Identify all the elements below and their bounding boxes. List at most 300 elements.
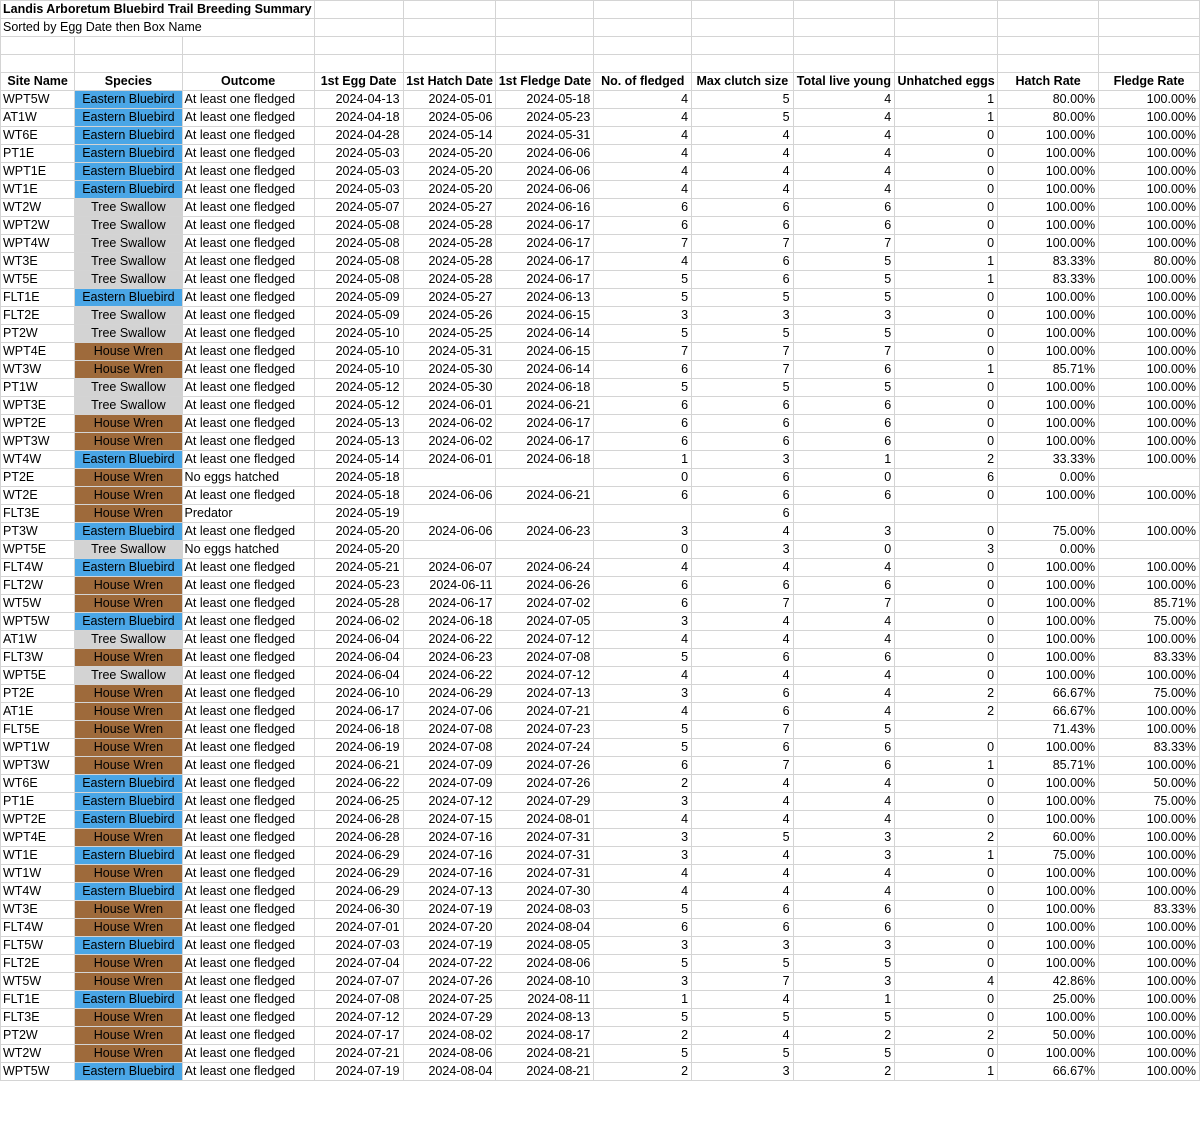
unhatched-eggs-cell[interactable]: 4 [895, 972, 998, 990]
hatch-rate-cell[interactable]: 100.00% [998, 234, 1099, 252]
site-name-cell[interactable]: PT2W [1, 324, 75, 342]
hatch-rate-cell[interactable]: 100.00% [998, 180, 1099, 198]
outcome-cell[interactable]: At least one fledged [182, 1044, 314, 1062]
fledge-rate-cell[interactable]: 100.00% [1099, 450, 1200, 468]
outcome-cell[interactable]: At least one fledged [182, 252, 314, 270]
site-name-cell[interactable]: FLT2E [1, 954, 75, 972]
fledged-count-cell[interactable]: 4 [594, 882, 692, 900]
first-hatch-date-cell[interactable]: 2024-07-19 [403, 936, 496, 954]
hatch-rate-cell[interactable]: 66.67% [998, 684, 1099, 702]
hatch-rate-cell[interactable]: 100.00% [998, 126, 1099, 144]
site-name-cell[interactable]: PT1E [1, 144, 75, 162]
fledged-count-cell[interactable]: 5 [594, 738, 692, 756]
first-egg-date-cell[interactable]: 2024-06-29 [314, 864, 403, 882]
unhatched-eggs-cell[interactable]: 0 [895, 936, 998, 954]
fledged-count-cell[interactable]: 6 [594, 216, 692, 234]
site-name-cell[interactable]: FLT1E [1, 990, 75, 1008]
unhatched-eggs-cell[interactable]: 0 [895, 414, 998, 432]
fledged-count-cell[interactable]: 6 [594, 198, 692, 216]
species-cell[interactable]: Eastern Bluebird [75, 126, 182, 144]
unhatched-eggs-cell[interactable]: 0 [895, 126, 998, 144]
max-clutch-cell[interactable]: 7 [692, 360, 793, 378]
site-name-cell[interactable]: FLT4W [1, 918, 75, 936]
site-name-cell[interactable]: WPT3W [1, 756, 75, 774]
fledge-rate-cell[interactable]: 100.00% [1099, 918, 1200, 936]
header-total-live-young[interactable]: Total live young [793, 72, 895, 90]
fledge-rate-cell[interactable]: 100.00% [1099, 630, 1200, 648]
first-fledge-date-cell[interactable]: 2024-06-17 [496, 252, 594, 270]
outcome-cell[interactable]: At least one fledged [182, 630, 314, 648]
fledge-rate-cell[interactable]: 100.00% [1099, 756, 1200, 774]
outcome-cell[interactable]: At least one fledged [182, 774, 314, 792]
outcome-cell[interactable]: At least one fledged [182, 306, 314, 324]
live-young-cell[interactable]: 3 [793, 306, 895, 324]
unhatched-eggs-cell[interactable]: 0 [895, 954, 998, 972]
site-name-cell[interactable]: WT1W [1, 864, 75, 882]
first-hatch-date-cell[interactable]: 2024-05-20 [403, 162, 496, 180]
hatch-rate-cell[interactable]: 83.33% [998, 252, 1099, 270]
fledged-count-cell[interactable]: 6 [594, 756, 692, 774]
first-hatch-date-cell[interactable]: 2024-08-02 [403, 1026, 496, 1044]
site-name-cell[interactable]: WPT4W [1, 234, 75, 252]
species-cell[interactable]: Tree Swallow [75, 252, 182, 270]
species-cell[interactable]: Eastern Bluebird [75, 90, 182, 108]
outcome-cell[interactable]: At least one fledged [182, 810, 314, 828]
hatch-rate-cell[interactable]: 100.00% [998, 1044, 1099, 1062]
max-clutch-cell[interactable]: 3 [692, 450, 793, 468]
header-number-fledged[interactable]: No. of fledged [594, 72, 692, 90]
first-hatch-date-cell[interactable]: 2024-06-29 [403, 684, 496, 702]
outcome-cell[interactable]: At least one fledged [182, 324, 314, 342]
max-clutch-cell[interactable]: 4 [692, 558, 793, 576]
fledged-count-cell[interactable]: 4 [594, 666, 692, 684]
first-egg-date-cell[interactable]: 2024-05-28 [314, 594, 403, 612]
first-egg-date-cell[interactable]: 2024-06-10 [314, 684, 403, 702]
species-cell[interactable]: Tree Swallow [75, 378, 182, 396]
max-clutch-cell[interactable]: 6 [692, 648, 793, 666]
live-young-cell[interactable]: 6 [793, 648, 895, 666]
outcome-cell[interactable]: At least one fledged [182, 558, 314, 576]
outcome-cell[interactable]: At least one fledged [182, 1026, 314, 1044]
outcome-cell[interactable]: At least one fledged [182, 864, 314, 882]
site-name-cell[interactable]: WPT2E [1, 414, 75, 432]
max-clutch-cell[interactable]: 5 [692, 108, 793, 126]
unhatched-eggs-cell[interactable]: 2 [895, 684, 998, 702]
first-egg-date-cell[interactable]: 2024-06-30 [314, 900, 403, 918]
first-fledge-date-cell[interactable] [496, 504, 594, 522]
first-fledge-date-cell[interactable]: 2024-07-26 [496, 756, 594, 774]
site-name-cell[interactable]: WPT3W [1, 432, 75, 450]
first-hatch-date-cell[interactable]: 2024-05-14 [403, 126, 496, 144]
species-cell[interactable]: House Wren [75, 414, 182, 432]
max-clutch-cell[interactable]: 4 [692, 612, 793, 630]
first-hatch-date-cell[interactable]: 2024-06-22 [403, 666, 496, 684]
live-young-cell[interactable]: 6 [793, 900, 895, 918]
first-fledge-date-cell[interactable]: 2024-07-02 [496, 594, 594, 612]
hatch-rate-cell[interactable]: 0.00% [998, 540, 1099, 558]
unhatched-eggs-cell[interactable]: 1 [895, 756, 998, 774]
outcome-cell[interactable]: At least one fledged [182, 432, 314, 450]
first-egg-date-cell[interactable]: 2024-04-18 [314, 108, 403, 126]
first-egg-date-cell[interactable]: 2024-05-03 [314, 144, 403, 162]
header-first-egg-date[interactable]: 1st Egg Date [314, 72, 403, 90]
first-fledge-date-cell[interactable]: 2024-05-18 [496, 90, 594, 108]
site-name-cell[interactable]: WT5W [1, 972, 75, 990]
fledged-count-cell[interactable]: 2 [594, 1062, 692, 1080]
hatch-rate-cell[interactable]: 42.86% [998, 972, 1099, 990]
outcome-cell[interactable]: At least one fledged [182, 108, 314, 126]
max-clutch-cell[interactable]: 4 [692, 666, 793, 684]
fledge-rate-cell[interactable]: 100.00% [1099, 216, 1200, 234]
unhatched-eggs-cell[interactable]: 0 [895, 1044, 998, 1062]
outcome-cell[interactable]: At least one fledged [182, 288, 314, 306]
species-cell[interactable]: Tree Swallow [75, 324, 182, 342]
hatch-rate-cell[interactable]: 100.00% [998, 198, 1099, 216]
unhatched-eggs-cell[interactable]: 0 [895, 432, 998, 450]
first-egg-date-cell[interactable]: 2024-06-28 [314, 810, 403, 828]
site-name-cell[interactable]: AT1W [1, 108, 75, 126]
unhatched-eggs-cell[interactable]: 0 [895, 288, 998, 306]
outcome-cell[interactable]: At least one fledged [182, 648, 314, 666]
first-fledge-date-cell[interactable]: 2024-06-17 [496, 432, 594, 450]
first-fledge-date-cell[interactable]: 2024-06-14 [496, 360, 594, 378]
first-hatch-date-cell[interactable]: 2024-07-16 [403, 828, 496, 846]
fledged-count-cell[interactable]: 3 [594, 306, 692, 324]
species-cell[interactable]: Eastern Bluebird [75, 162, 182, 180]
species-cell[interactable]: House Wren [75, 1026, 182, 1044]
outcome-cell[interactable]: At least one fledged [182, 828, 314, 846]
fledge-rate-cell[interactable]: 100.00% [1099, 846, 1200, 864]
header-max-clutch-size[interactable]: Max clutch size [692, 72, 793, 90]
live-young-cell[interactable]: 1 [793, 450, 895, 468]
species-cell[interactable]: House Wren [75, 918, 182, 936]
hatch-rate-cell[interactable]: 100.00% [998, 414, 1099, 432]
header-fledge-rate[interactable]: Fledge Rate [1099, 72, 1200, 90]
species-cell[interactable]: House Wren [75, 1008, 182, 1026]
species-cell[interactable]: House Wren [75, 756, 182, 774]
fledged-count-cell[interactable]: 4 [594, 162, 692, 180]
first-hatch-date-cell[interactable]: 2024-05-27 [403, 198, 496, 216]
first-fledge-date-cell[interactable]: 2024-07-05 [496, 612, 594, 630]
hatch-rate-cell[interactable]: 75.00% [998, 522, 1099, 540]
first-hatch-date-cell[interactable]: 2024-08-04 [403, 1062, 496, 1080]
site-name-cell[interactable]: WPT4E [1, 828, 75, 846]
fledge-rate-cell[interactable]: 100.00% [1099, 810, 1200, 828]
max-clutch-cell[interactable]: 4 [692, 774, 793, 792]
unhatched-eggs-cell[interactable]: 0 [895, 648, 998, 666]
unhatched-eggs-cell[interactable]: 0 [895, 864, 998, 882]
unhatched-eggs-cell[interactable]: 6 [895, 468, 998, 486]
live-young-cell[interactable]: 4 [793, 810, 895, 828]
site-name-cell[interactable]: WPT1W [1, 738, 75, 756]
first-hatch-date-cell[interactable]: 2024-05-06 [403, 108, 496, 126]
first-egg-date-cell[interactable]: 2024-07-01 [314, 918, 403, 936]
outcome-cell[interactable]: At least one fledged [182, 936, 314, 954]
species-cell[interactable]: Tree Swallow [75, 630, 182, 648]
first-egg-date-cell[interactable]: 2024-05-03 [314, 162, 403, 180]
first-hatch-date-cell[interactable]: 2024-06-07 [403, 558, 496, 576]
first-egg-date-cell[interactable]: 2024-07-08 [314, 990, 403, 1008]
site-name-cell[interactable]: FLT5E [1, 720, 75, 738]
fledged-count-cell[interactable] [594, 504, 692, 522]
first-fledge-date-cell[interactable]: 2024-06-17 [496, 270, 594, 288]
fledge-rate-cell[interactable]: 100.00% [1099, 324, 1200, 342]
outcome-cell[interactable]: At least one fledged [182, 918, 314, 936]
fledge-rate-cell[interactable]: 75.00% [1099, 612, 1200, 630]
first-egg-date-cell[interactable]: 2024-06-04 [314, 648, 403, 666]
max-clutch-cell[interactable]: 6 [692, 216, 793, 234]
unhatched-eggs-cell[interactable]: 0 [895, 594, 998, 612]
site-name-cell[interactable]: WPT5E [1, 540, 75, 558]
species-cell[interactable]: House Wren [75, 864, 182, 882]
live-young-cell[interactable]: 4 [793, 702, 895, 720]
live-young-cell[interactable]: 6 [793, 486, 895, 504]
species-cell[interactable]: Eastern Bluebird [75, 612, 182, 630]
first-hatch-date-cell[interactable]: 2024-06-18 [403, 612, 496, 630]
unhatched-eggs-cell[interactable]: 0 [895, 882, 998, 900]
outcome-cell[interactable]: At least one fledged [182, 486, 314, 504]
fledge-rate-cell[interactable]: 100.00% [1099, 1026, 1200, 1044]
fledge-rate-cell[interactable]: 85.71% [1099, 594, 1200, 612]
outcome-cell[interactable]: At least one fledged [182, 720, 314, 738]
hatch-rate-cell[interactable]: 85.71% [998, 360, 1099, 378]
live-young-cell[interactable]: 4 [793, 666, 895, 684]
first-egg-date-cell[interactable]: 2024-05-09 [314, 288, 403, 306]
max-clutch-cell[interactable]: 5 [692, 90, 793, 108]
site-name-cell[interactable]: WT2E [1, 486, 75, 504]
max-clutch-cell[interactable]: 5 [692, 1044, 793, 1062]
hatch-rate-cell[interactable]: 100.00% [998, 324, 1099, 342]
first-egg-date-cell[interactable]: 2024-07-07 [314, 972, 403, 990]
fledged-count-cell[interactable]: 0 [594, 540, 692, 558]
first-hatch-date-cell[interactable]: 2024-05-28 [403, 216, 496, 234]
hatch-rate-cell[interactable]: 100.00% [998, 576, 1099, 594]
first-hatch-date-cell[interactable]: 2024-08-06 [403, 1044, 496, 1062]
outcome-cell[interactable]: At least one fledged [182, 144, 314, 162]
species-cell[interactable]: House Wren [75, 486, 182, 504]
site-name-cell[interactable]: WPT5E [1, 666, 75, 684]
first-fledge-date-cell[interactable]: 2024-07-26 [496, 774, 594, 792]
max-clutch-cell[interactable]: 4 [692, 1026, 793, 1044]
first-egg-date-cell[interactable]: 2024-06-04 [314, 630, 403, 648]
unhatched-eggs-cell[interactable]: 0 [895, 216, 998, 234]
first-fledge-date-cell[interactable]: 2024-08-11 [496, 990, 594, 1008]
species-cell[interactable]: House Wren [75, 594, 182, 612]
hatch-rate-cell[interactable]: 100.00% [998, 810, 1099, 828]
fledge-rate-cell[interactable]: 100.00% [1099, 1044, 1200, 1062]
outcome-cell[interactable]: At least one fledged [182, 378, 314, 396]
unhatched-eggs-cell[interactable]: 0 [895, 558, 998, 576]
site-name-cell[interactable]: AT1W [1, 630, 75, 648]
species-cell[interactable]: House Wren [75, 738, 182, 756]
site-name-cell[interactable]: FLT2W [1, 576, 75, 594]
outcome-cell[interactable]: At least one fledged [182, 396, 314, 414]
first-egg-date-cell[interactable]: 2024-07-12 [314, 1008, 403, 1026]
unhatched-eggs-cell[interactable]: 0 [895, 342, 998, 360]
hatch-rate-cell[interactable]: 100.00% [998, 288, 1099, 306]
first-fledge-date-cell[interactable]: 2024-06-21 [496, 396, 594, 414]
outcome-cell[interactable]: At least one fledged [182, 180, 314, 198]
max-clutch-cell[interactable]: 3 [692, 540, 793, 558]
first-hatch-date-cell[interactable]: 2024-05-26 [403, 306, 496, 324]
fledged-count-cell[interactable]: 5 [594, 378, 692, 396]
max-clutch-cell[interactable]: 6 [692, 576, 793, 594]
fledged-count-cell[interactable]: 4 [594, 126, 692, 144]
first-egg-date-cell[interactable]: 2024-05-13 [314, 414, 403, 432]
fledged-count-cell[interactable]: 3 [594, 612, 692, 630]
hatch-rate-cell[interactable]: 66.67% [998, 702, 1099, 720]
outcome-cell[interactable]: At least one fledged [182, 522, 314, 540]
species-cell[interactable]: Eastern Bluebird [75, 882, 182, 900]
first-egg-date-cell[interactable]: 2024-05-08 [314, 270, 403, 288]
hatch-rate-cell[interactable]: 100.00% [998, 378, 1099, 396]
species-cell[interactable]: House Wren [75, 432, 182, 450]
site-name-cell[interactable]: PT2E [1, 684, 75, 702]
first-hatch-date-cell[interactable]: 2024-05-31 [403, 342, 496, 360]
outcome-cell[interactable]: No eggs hatched [182, 540, 314, 558]
first-hatch-date-cell[interactable]: 2024-05-25 [403, 324, 496, 342]
hatch-rate-cell[interactable]: 100.00% [998, 342, 1099, 360]
live-young-cell[interactable]: 4 [793, 558, 895, 576]
max-clutch-cell[interactable]: 6 [692, 270, 793, 288]
live-young-cell[interactable]: 0 [793, 468, 895, 486]
live-young-cell[interactable]: 6 [793, 414, 895, 432]
first-egg-date-cell[interactable]: 2024-07-03 [314, 936, 403, 954]
unhatched-eggs-cell[interactable]: 2 [895, 702, 998, 720]
fledge-rate-cell[interactable]: 100.00% [1099, 360, 1200, 378]
unhatched-eggs-cell[interactable]: 0 [895, 180, 998, 198]
hatch-rate-cell[interactable]: 100.00% [998, 558, 1099, 576]
max-clutch-cell[interactable]: 7 [692, 342, 793, 360]
hatch-rate-cell[interactable]: 100.00% [998, 738, 1099, 756]
first-egg-date-cell[interactable]: 2024-05-09 [314, 306, 403, 324]
species-cell[interactable]: Tree Swallow [75, 306, 182, 324]
fledge-rate-cell[interactable]: 100.00% [1099, 936, 1200, 954]
outcome-cell[interactable]: At least one fledged [182, 360, 314, 378]
species-cell[interactable]: Eastern Bluebird [75, 180, 182, 198]
species-cell[interactable]: House Wren [75, 720, 182, 738]
first-hatch-date-cell[interactable]: 2024-07-16 [403, 864, 496, 882]
outcome-cell[interactable]: At least one fledged [182, 270, 314, 288]
first-hatch-date-cell[interactable]: 2024-05-28 [403, 270, 496, 288]
first-egg-date-cell[interactable]: 2024-05-20 [314, 540, 403, 558]
fledged-count-cell[interactable]: 3 [594, 972, 692, 990]
first-egg-date-cell[interactable]: 2024-05-08 [314, 252, 403, 270]
first-fledge-date-cell[interactable]: 2024-06-17 [496, 234, 594, 252]
first-egg-date-cell[interactable]: 2024-06-28 [314, 828, 403, 846]
first-hatch-date-cell[interactable]: 2024-05-20 [403, 180, 496, 198]
species-cell[interactable]: Tree Swallow [75, 270, 182, 288]
site-name-cell[interactable]: FLT4W [1, 558, 75, 576]
first-egg-date-cell[interactable]: 2024-05-08 [314, 234, 403, 252]
first-hatch-date-cell[interactable]: 2024-06-23 [403, 648, 496, 666]
outcome-cell[interactable]: At least one fledged [182, 612, 314, 630]
fledged-count-cell[interactable]: 6 [594, 918, 692, 936]
first-hatch-date-cell[interactable] [403, 540, 496, 558]
outcome-cell[interactable]: At least one fledged [182, 756, 314, 774]
first-fledge-date-cell[interactable]: 2024-06-17 [496, 414, 594, 432]
fledged-count-cell[interactable]: 6 [594, 432, 692, 450]
first-fledge-date-cell[interactable]: 2024-06-06 [496, 144, 594, 162]
first-egg-date-cell[interactable]: 2024-05-10 [314, 324, 403, 342]
species-cell[interactable]: House Wren [75, 360, 182, 378]
first-fledge-date-cell[interactable]: 2024-08-05 [496, 936, 594, 954]
fledged-count-cell[interactable]: 5 [594, 720, 692, 738]
site-name-cell[interactable]: WT3W [1, 360, 75, 378]
first-fledge-date-cell[interactable]: 2024-07-13 [496, 684, 594, 702]
unhatched-eggs-cell[interactable] [895, 504, 998, 522]
first-egg-date-cell[interactable]: 2024-06-17 [314, 702, 403, 720]
max-clutch-cell[interactable]: 6 [692, 486, 793, 504]
live-young-cell[interactable]: 6 [793, 432, 895, 450]
first-hatch-date-cell[interactable]: 2024-06-17 [403, 594, 496, 612]
first-egg-date-cell[interactable]: 2024-05-23 [314, 576, 403, 594]
species-cell[interactable]: Eastern Bluebird [75, 558, 182, 576]
fledge-rate-cell[interactable]: 100.00% [1099, 180, 1200, 198]
fledged-count-cell[interactable]: 3 [594, 846, 692, 864]
first-hatch-date-cell[interactable]: 2024-06-02 [403, 414, 496, 432]
first-hatch-date-cell[interactable]: 2024-07-22 [403, 954, 496, 972]
first-hatch-date-cell[interactable]: 2024-07-25 [403, 990, 496, 1008]
first-fledge-date-cell[interactable]: 2024-06-16 [496, 198, 594, 216]
header-species[interactable]: Species [75, 72, 182, 90]
fledge-rate-cell[interactable]: 100.00% [1099, 1062, 1200, 1080]
hatch-rate-cell[interactable]: 100.00% [998, 774, 1099, 792]
site-name-cell[interactable]: WT5W [1, 594, 75, 612]
outcome-cell[interactable]: At least one fledged [182, 342, 314, 360]
first-fledge-date-cell[interactable]: 2024-07-31 [496, 828, 594, 846]
unhatched-eggs-cell[interactable]: 1 [895, 90, 998, 108]
live-young-cell[interactable]: 7 [793, 594, 895, 612]
first-egg-date-cell[interactable]: 2024-06-22 [314, 774, 403, 792]
max-clutch-cell[interactable]: 4 [692, 810, 793, 828]
fledged-count-cell[interactable]: 4 [594, 810, 692, 828]
first-fledge-date-cell[interactable]: 2024-06-18 [496, 378, 594, 396]
live-young-cell[interactable]: 2 [793, 1062, 895, 1080]
first-fledge-date-cell[interactable]: 2024-06-18 [496, 450, 594, 468]
fledge-rate-cell[interactable]: 100.00% [1099, 396, 1200, 414]
species-cell[interactable]: House Wren [75, 576, 182, 594]
fledge-rate-cell[interactable]: 100.00% [1099, 126, 1200, 144]
first-hatch-date-cell[interactable]: 2024-07-06 [403, 702, 496, 720]
header-site-name[interactable]: Site Name [1, 72, 75, 90]
outcome-cell[interactable]: At least one fledged [182, 990, 314, 1008]
first-fledge-date-cell[interactable]: 2024-06-15 [496, 342, 594, 360]
live-young-cell[interactable]: 7 [793, 342, 895, 360]
fledge-rate-cell[interactable]: 83.33% [1099, 900, 1200, 918]
max-clutch-cell[interactable]: 4 [692, 180, 793, 198]
first-hatch-date-cell[interactable]: 2024-07-26 [403, 972, 496, 990]
first-egg-date-cell[interactable]: 2024-06-18 [314, 720, 403, 738]
outcome-cell[interactable]: At least one fledged [182, 900, 314, 918]
live-young-cell[interactable]: 6 [793, 360, 895, 378]
first-egg-date-cell[interactable]: 2024-05-18 [314, 468, 403, 486]
fledged-count-cell[interactable]: 4 [594, 864, 692, 882]
unhatched-eggs-cell[interactable]: 0 [895, 774, 998, 792]
first-fledge-date-cell[interactable]: 2024-07-23 [496, 720, 594, 738]
fledge-rate-cell[interactable]: 100.00% [1099, 990, 1200, 1008]
unhatched-eggs-cell[interactable]: 1 [895, 270, 998, 288]
outcome-cell[interactable]: At least one fledged [182, 162, 314, 180]
first-fledge-date-cell[interactable]: 2024-05-31 [496, 126, 594, 144]
outcome-cell[interactable]: At least one fledged [182, 576, 314, 594]
first-egg-date-cell[interactable]: 2024-04-13 [314, 90, 403, 108]
site-name-cell[interactable]: PT1W [1, 378, 75, 396]
first-hatch-date-cell[interactable] [403, 468, 496, 486]
fledged-count-cell[interactable]: 5 [594, 1008, 692, 1026]
hatch-rate-cell[interactable]: 100.00% [998, 1008, 1099, 1026]
hatch-rate-cell[interactable]: 100.00% [998, 144, 1099, 162]
